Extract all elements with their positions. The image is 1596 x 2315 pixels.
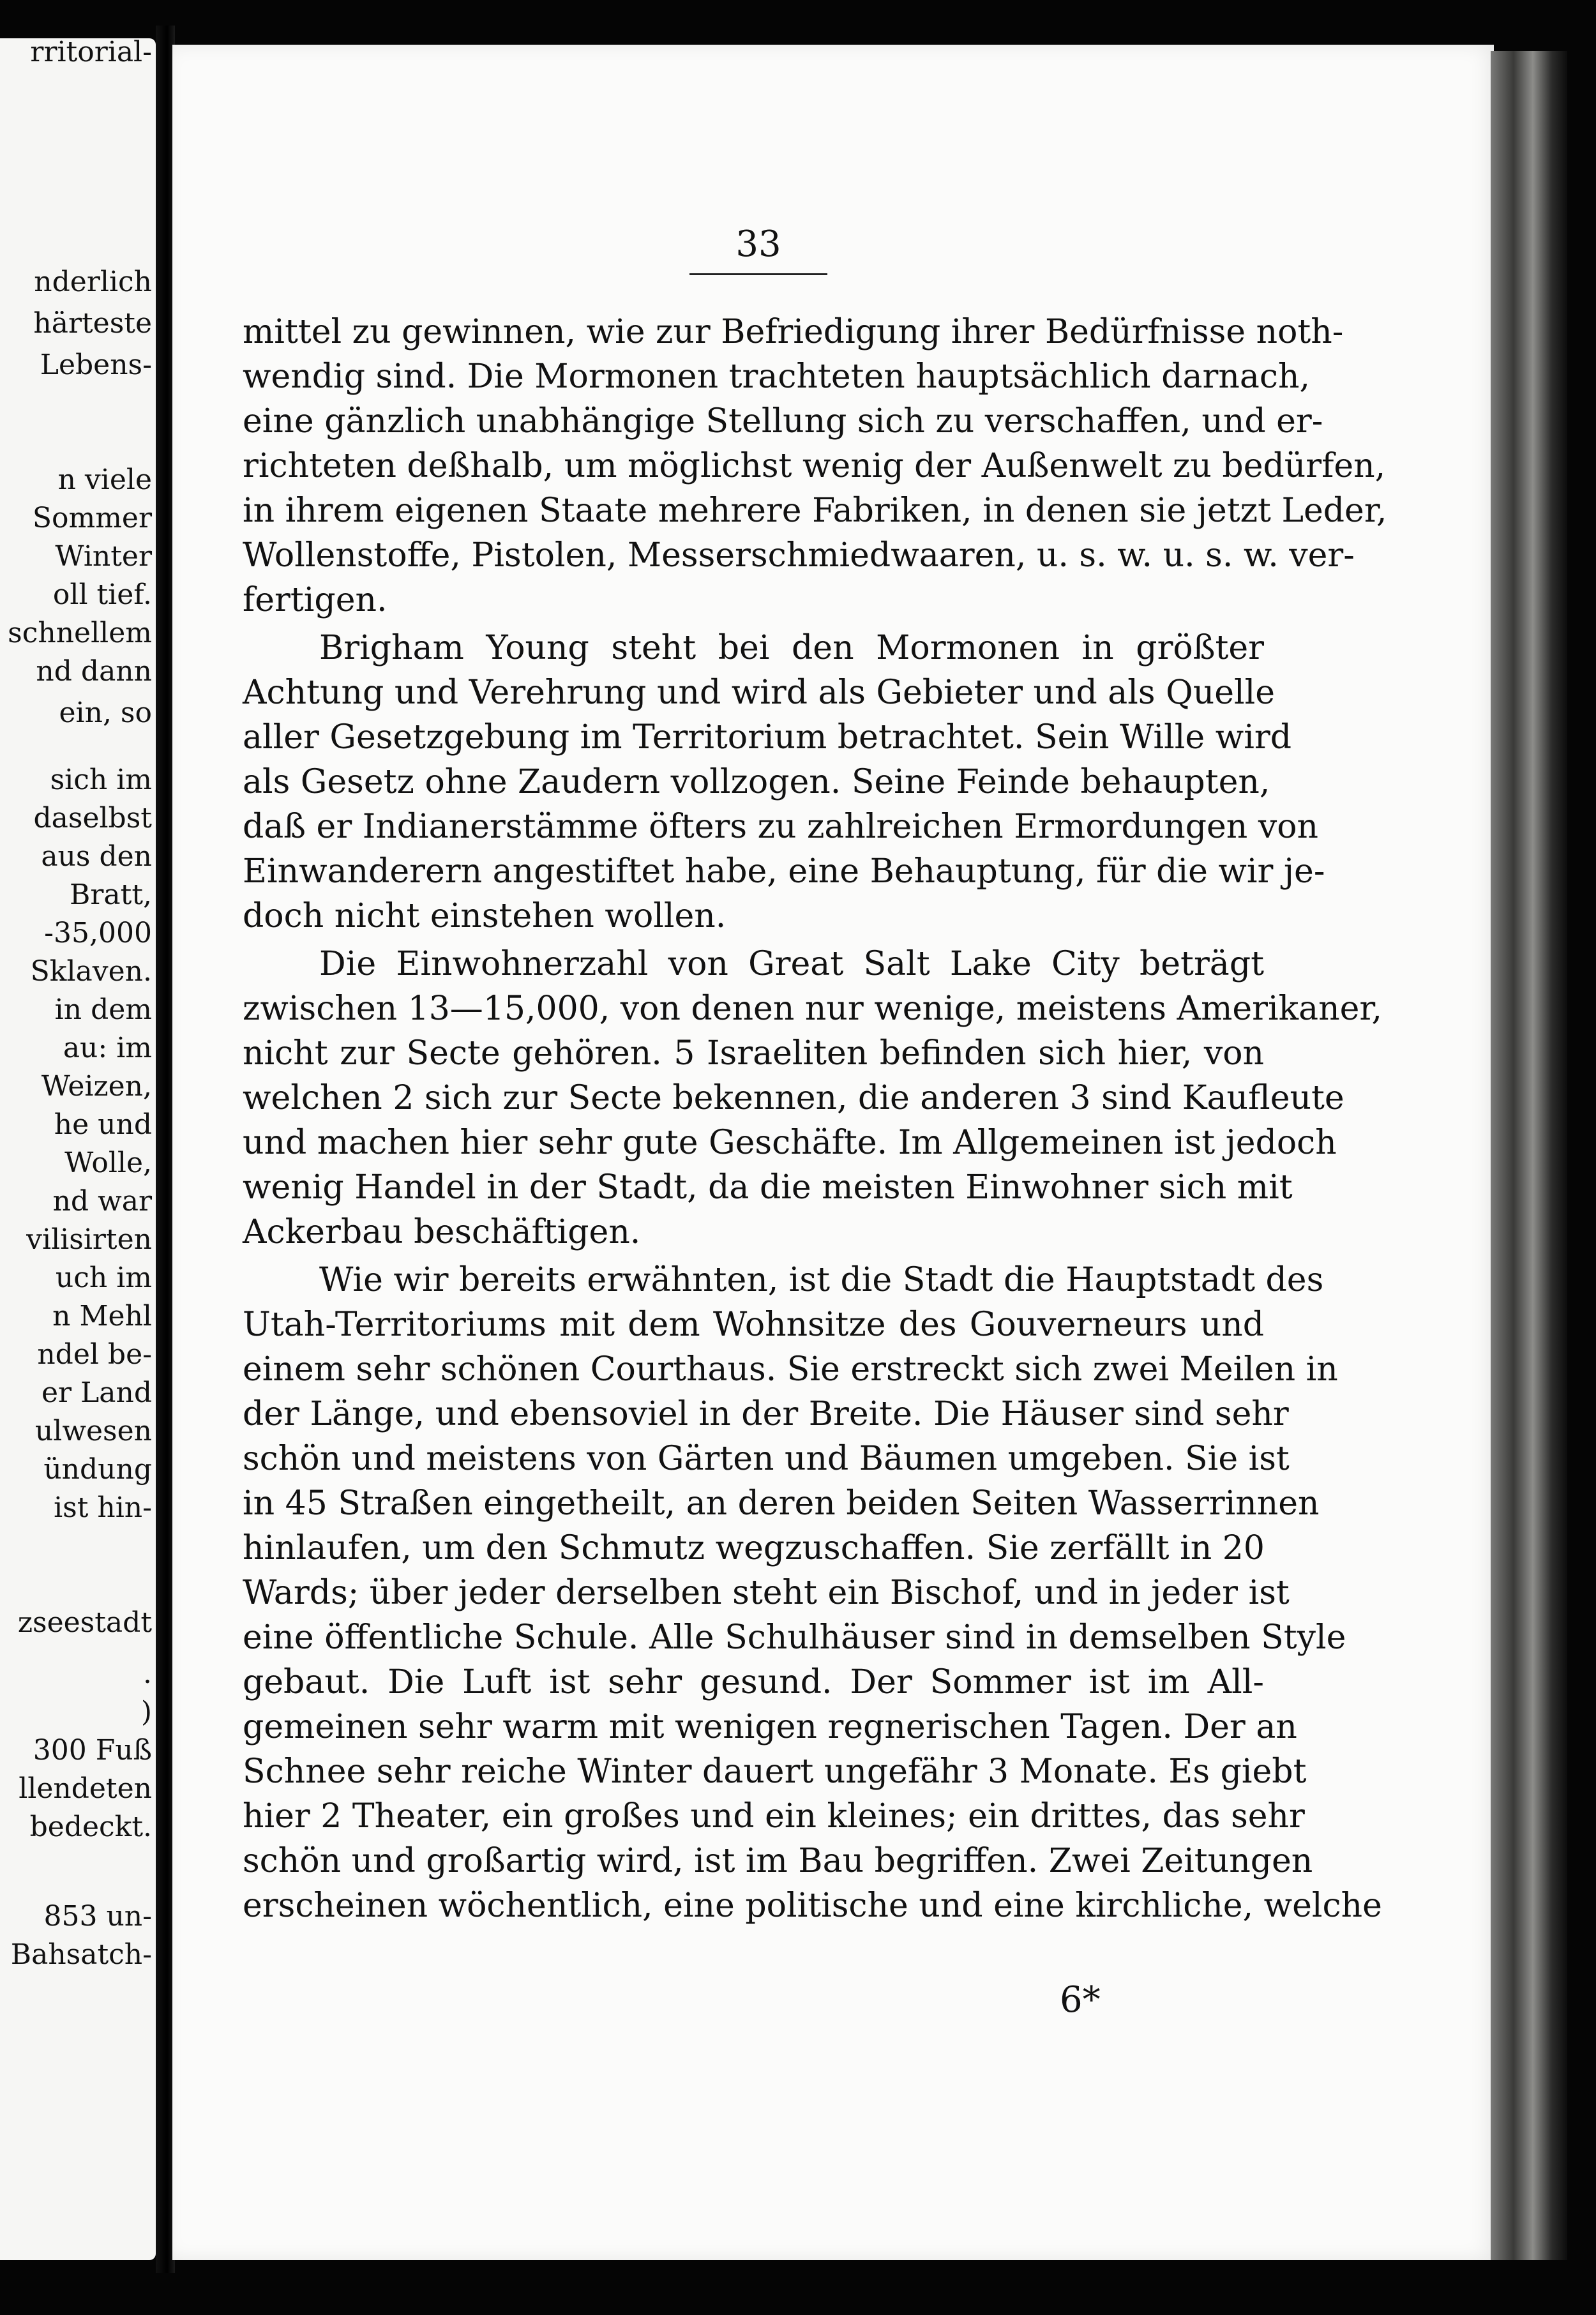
text-line: hinlaufen, um den Schmutz wegzuschaffen. Sie zerfällt in 20 <box>243 1529 1265 1567</box>
text-line: Schnee sehr reiche Winter dauert ungefähr 3 Monate. Es giebt <box>243 1753 1307 1791</box>
left-page-line: ulwesen <box>34 1415 152 1447</box>
text-line: als Gesetz ohne Zaudern vollzogen. Seine Feinde behaupten, <box>243 763 1270 801</box>
text-line: und machen hier sehr gute Geschäfte. Im Allgemeinen ist jedoch <box>243 1124 1337 1162</box>
left-page-line: nderlich <box>34 266 152 298</box>
left-facing-page <box>0 38 156 2260</box>
left-page-line: uch im <box>55 1262 152 1294</box>
text-line: welchen 2 sich zur Secte bekennen, die anderen 3 sind Kaufleute <box>243 1079 1344 1117</box>
text-line: Ackerbau beschäftigen. <box>243 1213 641 1251</box>
left-page-line: sich im <box>50 764 152 796</box>
left-page-line: Bratt, <box>70 878 152 911</box>
left-page-line: oll tief. <box>52 578 152 611</box>
text-line: richteten deßhalb, um möglichst wenig der Außenwelt zu bedürfen, <box>243 447 1386 485</box>
text-line: hier 2 Theater, ein großes und ein kleines; ein drittes, das sehr <box>243 1797 1305 1836</box>
left-page-line: au: im <box>63 1032 152 1064</box>
left-page-line: er Land <box>41 1376 152 1409</box>
text-line: eine gänzlich unabhängige Stellung sich zu verschaffen, und er- <box>243 402 1323 441</box>
left-page-line: ndel be- <box>37 1338 152 1371</box>
text-line: in 45 Straßen eingetheilt, an deren beiden Seiten Wasserrinnen <box>243 1484 1320 1523</box>
text-line: wendig sind. Die Mormonen trachteten hauptsächlich darnach, <box>243 358 1310 396</box>
text-line: schön und meistens von Gärten und Bäumen umgeben. Sie ist <box>243 1440 1290 1478</box>
text-line: in ihrem eigenen Staate mehrere Fabriken, in denen sie jetzt Leder, <box>243 492 1387 530</box>
text-line: gemeinen sehr warm mit wenigen regnerischen Tagen. Der an <box>243 1708 1297 1746</box>
left-page-line: Sommer <box>32 502 152 534</box>
text-line: Wollenstoffe, Pistolen, Messerschmiedwaaren, u. s. w. u. s. w. ver- <box>243 536 1355 575</box>
text-line: Achtung und Verehrung und wird als Gebieter und als Quelle <box>243 674 1276 712</box>
left-page-line: Wolle, <box>64 1147 152 1179</box>
left-page-line: vilisirten <box>26 1223 152 1256</box>
left-page-line: bedeckt. <box>29 1811 152 1843</box>
text-line: schön und großartig wird, ist im Bau begriffen. Zwei Zeitungen <box>243 1842 1313 1880</box>
text-line: fertigen. <box>243 581 388 619</box>
text-line: eine öffentliche Schule. Alle Schulhäuser sind in demselben Style <box>243 1618 1346 1657</box>
left-page-line: Sklaven. <box>30 955 152 988</box>
text-line: Wie wir bereits erwähnten, ist die Stadt die Hauptstadt des <box>319 1261 1324 1299</box>
left-page-line: aus den <box>41 840 152 873</box>
left-page-line: in dem <box>54 993 152 1026</box>
left-page-line: Lebens- <box>40 349 152 381</box>
text-line: Brigham Young steht bei den Mormonen in größter <box>319 629 1264 667</box>
text-line: doch nicht einstehen wollen. <box>243 897 726 935</box>
text-line: aller Gesetzgebung im Territorium betrachtet. Sein Wille wird <box>243 718 1292 757</box>
left-page-line: ündung <box>43 1453 152 1486</box>
left-page-line: rritorial- <box>30 38 152 68</box>
text-line: Einwanderern angestiftet habe, eine Behauptung, für die wir je- <box>243 852 1325 891</box>
left-page-line: daselbst <box>33 802 152 834</box>
left-page-line: nd dann <box>36 655 152 688</box>
left-page-line: Weizen, <box>41 1070 152 1103</box>
left-page-line: he und <box>54 1108 152 1141</box>
text-line: Die Einwohnerzahl von Great Salt Lake City beträgt <box>319 945 1264 983</box>
text-line: Utah-Territoriums mit dem Wohnsitze des Gouverneurs und <box>243 1306 1264 1344</box>
left-page-line: ) <box>140 1696 152 1728</box>
left-page-line: ist hin- <box>54 1491 152 1524</box>
text-line: nicht zur Secte gehören. 5 Israeliten befinden sich hier, von <box>243 1034 1264 1073</box>
left-page-line: ein, so <box>59 697 152 729</box>
left-page-line: 853 un- <box>43 1900 152 1933</box>
text-line: wenig Handel in der Stadt, da die meisten Einwohner sich mit <box>243 1168 1293 1207</box>
left-page-line: . <box>143 1657 152 1690</box>
left-page-line: n Mehl <box>52 1300 152 1332</box>
left-page-line: zseestadt <box>17 1606 152 1639</box>
text-line: daß er Indianerstämme öfters zu zahlreichen Ermordungen von <box>243 808 1318 846</box>
text-line: mittel zu gewinnen, wie zur Befriedigung ihrer Bedürfnisse noth- <box>243 313 1344 351</box>
left-page-line: -35,000 <box>44 917 152 949</box>
left-page-line: nd war <box>52 1185 152 1218</box>
left-page-line: schnellem <box>8 617 152 649</box>
left-page-line: Bahsatch- <box>10 1938 152 1971</box>
text-line: gebaut. Die Luft ist sehr gesund. Der Sommer ist im All- <box>243 1663 1264 1701</box>
text-line: zwischen 13—15,000, von denen nur wenige, meistens Amerikaner, <box>243 990 1383 1028</box>
text-line: erscheinen wöchentlich, eine politische und eine kirchliche, welche <box>243 1887 1382 1925</box>
text-line: der Länge, und ebensoviel in der Breite. Die Häuser sind sehr <box>243 1395 1289 1433</box>
left-page-line: n viele <box>57 464 152 496</box>
text-line: Wards; über jeder derselben steht ein Bischof, und in jeder ist <box>243 1574 1290 1612</box>
page-stack-edge <box>1491 51 1567 2260</box>
left-page-line: Winter <box>55 540 152 573</box>
left-page-line: llendeten <box>19 1772 152 1805</box>
header-rule <box>689 273 827 275</box>
signature-mark: 6* <box>1060 1979 1101 2021</box>
left-page-line: 300 Fuß <box>33 1734 152 1767</box>
left-page-line: härteste <box>33 307 152 340</box>
text-line: einem sehr schönen Courthaus. Sie erstreckt sich zwei Meilen in <box>243 1350 1338 1389</box>
page-number: 33 <box>735 223 781 265</box>
